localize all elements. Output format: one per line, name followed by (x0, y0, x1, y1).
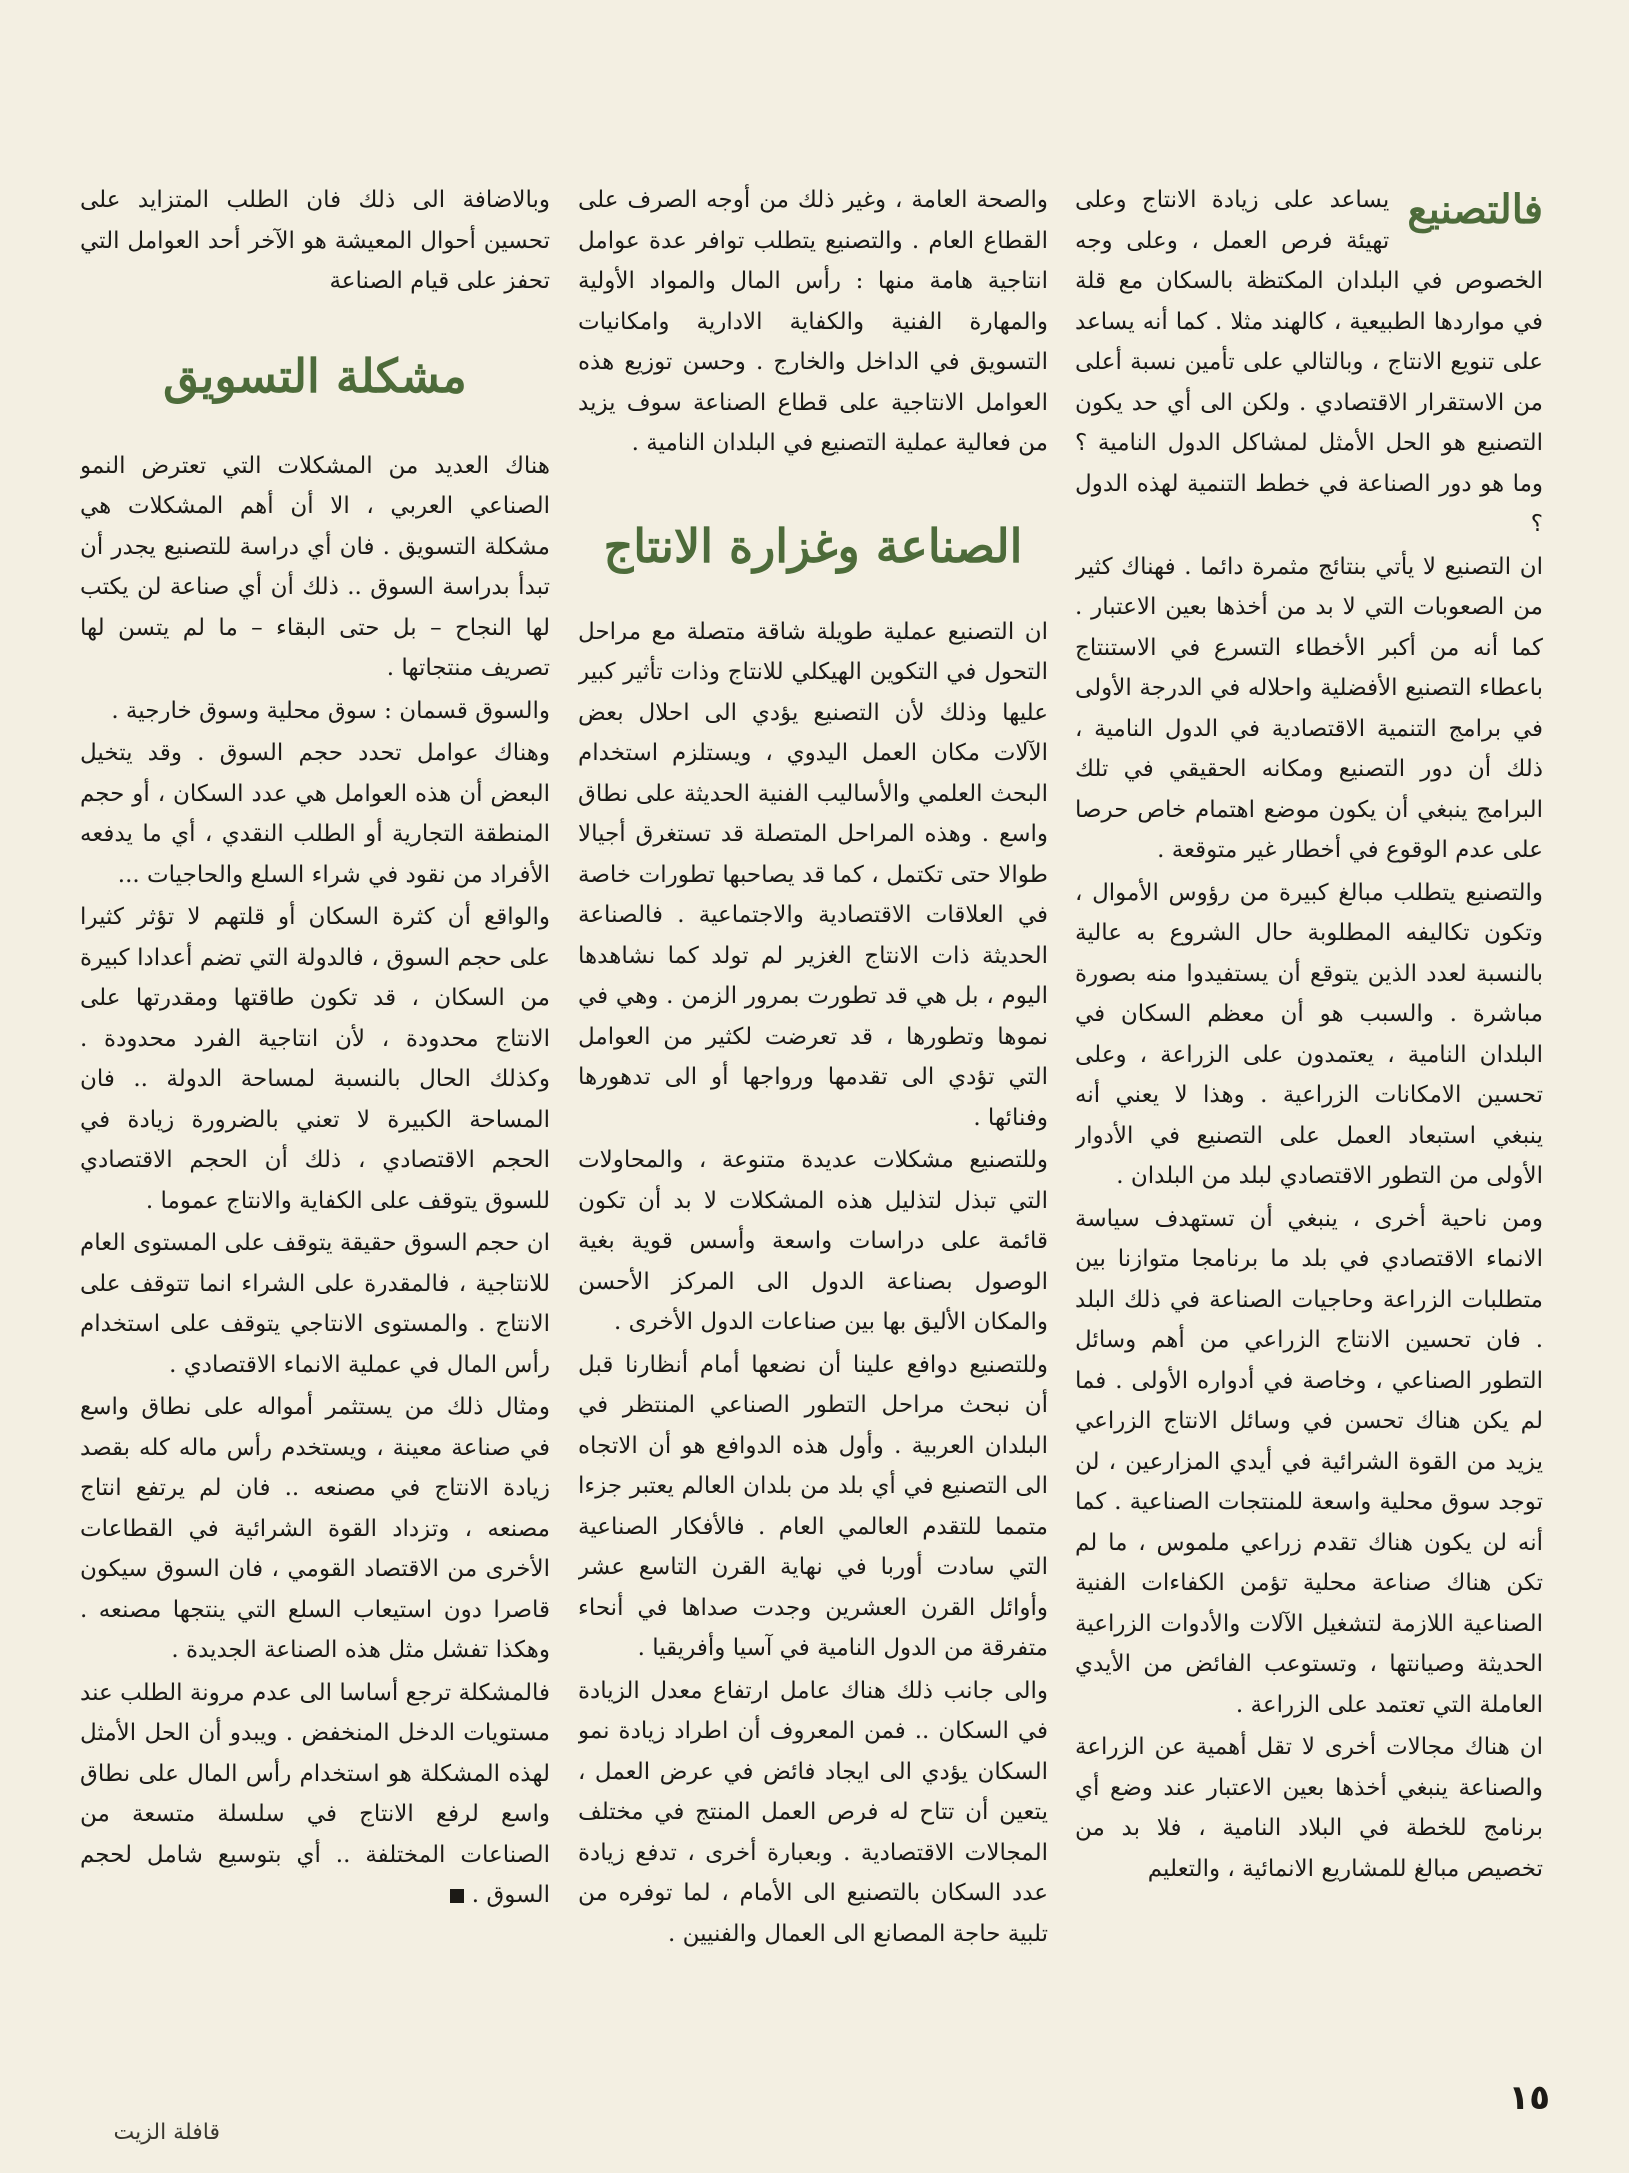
paragraph: ومن ناحية أخرى ، ينبغي أن تستهدف سياسة الانماء الاقتصادي في بلد ما برنامجا متوازنا بين متطلبات الزراعة وحاجيات الصناعة في ذلك البلد . فان تحسين الانتاج الزراعي من أهم وسائل التطور الصناعي ، وخاصة في أدواره الأولى . فما لم يكن هناك تحسن في وسائل الانتاج الزراعي يزيد من القوة الشرائية في أيدي المزارعين ، لن توجد سوق محلية واسعة للمنتجات الصناعية . كما أنه لن يكون هناك تقدم زراعي ملموس ، ما لم تكن هناك صناعة محلية تؤمن الكفاءات الفنية الصناعية اللازمة لتشغيل الآلات والأدوات الزراعية الحديثة وصيانتها ، وتستوعب الفائض من الأيدي العاملة التي تعتمد على الزراعة . (1075, 1205, 1543, 1718)
magazine-name: قافلة الزيت (113, 2120, 220, 2145)
paragraph-text: فالمشكلة ترجع أساسا الى عدم مرونة الطلب عند مستويات الدخل المنخفض . ويبدو أن الحل الأمثل لهذه المشكلة هو استخدام رأس المال على نطاق واسع لرفع الانتاج في سلسلة متسعة من الصناعات المختلفة .. أي بتوسيع شامل لحجم السوق . (80, 1679, 550, 1908)
section-heading-industrialization: فالتصنيع (1407, 186, 1543, 233)
section-heading-industry-production: الصناعة وغزارة الانتاج (603, 518, 1023, 573)
column-middle (578, 180, 1048, 2070)
paragraph: ان هناك مجالات أخرى لا تقل أهمية عن الزراعة والصناعة ينبغي أخذها بعين الاعتبار عند وضع أي برنامج للخطة في البلاد النامية ، فلا بد من تخصيص مبالغ للمشاريع الانمائية ، والتعليم (1075, 1734, 1543, 1882)
section-heading-marketing-problem: مشكلة التسويق (163, 348, 467, 403)
paragraph: وللتصنيع دوافع علينا أن نضعها أمام أنظارنا قبل أن نبحث مراحل التطور الصناعي المنتظر في البلدان العربية . وأول هذه الدوافع هو أن الاتجاه الى التصنيع في أي بلد من بلدان العالم يعتبر جزءا متمما للتقدم العالمي العام . فالأفكار الصناعية التي سادت أوربا في نهاية القرن التاسع عشر وأوائل القرن العشرين وجدت صداها في أنحاء متفرقة من الدول النامية في آسيا وأفريقيا . (578, 1351, 1048, 1661)
paragraph: والواقع أن كثرة السكان أو قلتهم لا تؤثر كثيرا على حجم السوق ، فالدولة التي تضم أعدادا كبيرة من السكان ، قد تكون طاقتها ومقدرتها على الانتاج محدودة ، لأن انتاجية الفرد محدودة . وكذلك الحال بالنسبة لمساحة الدولة .. فان المساحة الكبيرة لا تعني بالضرورة زيادة في الحجم الاقتصادي ، ذلك أن الحجم الاقتصادي للسوق يتوقف على الكفاية والانتاج عموما . (80, 904, 550, 1214)
paragraph: والسوق قسمان : سوق محلية وسوق خارجية . (111, 697, 550, 724)
paragraph: ومثال ذلك من يستثمر أمواله على نطاق واسع في صناعة معينة ، ويستخدم رأس ماله كله بقصد زيادة الانتاج في مصنعه .. فان لم يرتفع انتاج مصنعه ، وتزداد القوة الشرائية في القطاعات الأخرى من الاقتصاد القومي ، فان السوق سيكون قاصرا دون استيعاب السلع التي ينتجها مصنعه . وهكذا تفشل مثل هذه الصناعة الجديدة . (80, 1394, 550, 1663)
paragraph: هناك العديد من المشكلات التي تعترض النمو الصناعي العربي ، الا أن أهم المشكلات هي مشكلة التسويق . فان أي دراسة للتصنيع يجدر أن تبدأ بدراسة السوق .. ذلك أن أي صناعة لن يكتب لها النجاح – بل حتى البقاء – ما لم يتسن لها تصريف منتجاتها . (80, 452, 550, 681)
paragraph: وبالاضافة الى ذلك فان الطلب المتزايد على تحسين أحوال المعيشة هو الآخر أحد العوامل التي تحفز على قيام الصناعة (80, 187, 550, 294)
paragraph: والصحة العامة ، وغير ذلك من أوجه الصرف على القطاع العام . والتصنيع يتطلب توافر عدة عوامل انتاجية هامة منها : رأس المال والمواد الأولية والمهارة الفنية والكفاية الادارية وامكانيات التسويق في الداخل والخارج . وحسن توزيع هذه العوامل الانتاجية على قطاع الصناعة سوف يزيد من فعالية عملية التصنيع في البلدان النامية . (578, 187, 1048, 456)
end-of-article-mark (450, 1889, 464, 1903)
page-number: ١٥ (1508, 2078, 1550, 2118)
paragraph (80, 1673, 550, 1916)
paragraph: ان التصنيع لا يأتي بنتائج مثمرة دائما . فهناك كثير من الصعوبات التي لا بد من أخذها بعين الاعتبار . كما أنه من أكبر الأخطاء التسرع في الاستنتاج باعطاء التصنيع الأفضلية واحلاله في الدرجة الأولى في برامج التنمية الاقتصادية في الدول النامية ، ذلك أن دور التصنيع ومكانه الحقيقي في تلك البرامج ينبغي أن يكون موضع اهتمام خاص حرصا على عدم الوقوع في أخطار غير متوقعة . (1075, 553, 1543, 863)
paragraph: يساعد على زيادة الانتاج وعلى تهيئة فرص العمل ، وعلى وجه الخصوص في البلدان المكتظة بالسكان مع قلة في مواردها الطبيعية ، كالهند مثلا . كما أنه يساعد على تنويع الانتاج ، وبالتالي على تأمين نسبة أعلى من الاستقرار الاقتصادي . ولكن الى أي حد يكون التصنيع هو الحل الأمثل لمشاكل الدول النامية ؟ وما هو دور الصناعة في خطط التنمية لهذه الدول ؟ (1075, 187, 1543, 537)
paragraph: وهناك عوامل تحدد حجم السوق . وقد يتخيل البعض أن هذه العوامل هي عدد السكان ، أو حجم المنطقة التجارية أو الطلب النقدي ، أي ما يدفعه الأفراد من نقود في شراء السلع والحاجيات ... (80, 740, 550, 888)
column-left (80, 180, 550, 2070)
paragraph: ان حجم السوق حقيقة يتوقف على المستوى العام للانتاجية ، فالمقدرة على الشراء انما تتوقف على الانتاج . والمستوى الانتاجي يتوقف على استخدام رأس المال في عملية الانماء الاقتصادي . (80, 1230, 550, 1378)
paragraph: والتصنيع يتطلب مبالغ كبيرة من رؤوس الأموال ، وتكون تكاليفه المطلوبة حال الشروع به عالية بالنسبة لعدد الذين يتوقع أن يستفيدوا منه بصورة مباشرة . والسبب هو أن معظم السكان في البلدان النامية ، يعتمدون على الزراعة ، وعلى تحسين الامكانات الزراعية . وهذا لا يعني أنه ينبغي استبعاد العمل على التصنيع في الأدوار الأولى من التطور الاقتصادي لبلد من البلدان . (1075, 879, 1543, 1189)
paragraph: وللتصنيع مشكلات عديدة متنوعة ، والمحاولات التي تبذل لتذليل هذه المشكلات لا بد أن تكون قائمة على دراسات واسعة وأسس قوية بغية الوصول بصناعة الدول الى المركز الأحسن والمكان الأليق بها بين صناعات الدول الأخرى . (578, 1147, 1048, 1335)
paragraph: والى جانب ذلك هناك عامل ارتفاع معدل الزيادة في السكان .. فمن المعروف أن اطراد زيادة نمو السكان يؤدي الى ايجاد فائض في عرض العمل ، يتعين أن تتاح له فرص العمل المنتج في مختلف المجالات الاقتصادية . وبعبارة أخرى ، تدفع زيادة عدد السكان بالتصنيع الى الأمام ، لما توفره من تلبية حاجة المصانع الى العمال والفنيين . (578, 1677, 1048, 1947)
column-right (1075, 180, 1543, 2070)
paragraph: ان التصنيع عملية طويلة شاقة متصلة مع مراحل التحول في التكوين الهيكلي للانتاج وذات تأثير كبير عليها وذلك لأن التصنيع يؤدي الى احلال بعض الآلات مكان العمل اليدوي ، ويستلزم استخدام البحث العلمي والأساليب الفنية الحديثة على نطاق واسع . وهذه المراحل المتصلة قد تستغرق أجيالا طوالا حتى تكتمل ، كما قد يصاحبها تطورات خاصة في العلاقات الاقتصادية والاجتماعية . فالصناعة الحديثة ذات الانتاج الغزير لم تولد كما نشاهدها اليوم ، بل هي قد تطورت بمرور الزمن . وهي في نموها وتطورها ، قد تعرضت لكثير من العوامل التي تؤدي الى تقدمها ورواجها أو الى تدهورها وفنائها . (578, 618, 1048, 1131)
